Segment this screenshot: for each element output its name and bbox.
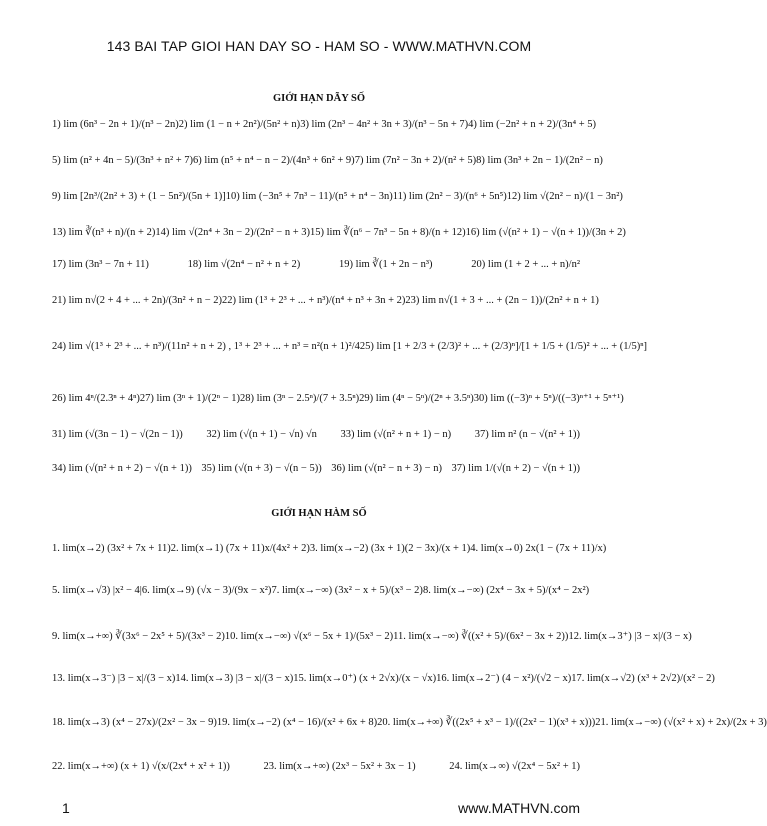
- exercise-item: 8. lim(x→−∞) (2x⁴ − 3x + 5)/(x⁴ − 2x²): [422, 584, 590, 596]
- exercise-row: [52, 246, 580, 282]
- exercise-item: 24. lim(x→∞) √(2x⁴ − 5x² + 1): [449, 760, 580, 772]
- section-title-function-limits: GIỚI HẠN HÀM SỐ: [271, 508, 367, 519]
- exercise-row: [52, 106, 597, 142]
- exercise-item: 37) lim 1/(√(n + 2) − √(n + 1)): [451, 462, 580, 474]
- exercise-row: [52, 282, 599, 318]
- exercise-row: [52, 178, 623, 214]
- exercise-item: 35) lim (√(n + 3) − √(n − 5)): [201, 462, 322, 474]
- exercise-item: 37) lim n² (n − √(n² + 1)): [474, 428, 580, 440]
- exercise-row: [52, 142, 603, 178]
- exercise-item: 10. lim(x→−∞) √(x⁶ − 5x + 1)/(5x³ − 2): [224, 630, 394, 642]
- exercise-item: 4. lim(x→0) 2x(1 − (7x + 11)/x): [470, 542, 607, 554]
- exercise-item: 20. lim(x→+∞) ∛((2x⁵ + x³ − 1)/((2x² − 1)(x³ + x))): [377, 717, 596, 728]
- section-title-sequence-limits: GIỚI HẠN DÃY SỐ: [272, 93, 366, 104]
- exercise-item: 19) lim ∛(1 + 2n − n³): [339, 259, 433, 270]
- exercise-row: [52, 328, 648, 364]
- exercise-item: 16) lim (√(n² + 1) − √(n + 1))/(3n + 2): [465, 226, 626, 238]
- exercise-item: 11) lim (2n² − 3)/(n⁶ + 5n⁵): [392, 190, 507, 202]
- exercise-row: [52, 530, 607, 566]
- exercise-row: [52, 572, 590, 608]
- exercise-item: 32) lim (√(n + 1) − √n) √n: [206, 428, 317, 440]
- exercise-item: 13. lim(x→3⁻) |3 − x|/(3 − x): [52, 673, 176, 684]
- exercise-item: 20) lim (1 + 2 + ... + n)/n²: [471, 258, 580, 270]
- exercise-row: [52, 214, 626, 250]
- exercise-item: 27) lim (3ⁿ + 1)/(2ⁿ − 1): [139, 392, 240, 404]
- exercise-item: 19. lim(x→−2) (x⁴ − 16)/(x² + 6x + 8): [216, 716, 378, 728]
- exercise-item: 12) lim √(2n² − n)/(1 − 3n²): [506, 190, 623, 202]
- exercise-item: 8) lim (3n³ + 2n − 1)/(2n² − n): [476, 154, 603, 166]
- exercise-item: 24) lim √(1³ + 2³ + ... + n³)/(11n² + n + 2) , 1³ + 2³ + ... + n³ = n²(n + 1)²/4: [52, 340, 360, 352]
- exercise-item: 2) lim (1 − n + 2n²)/(5n² + n): [178, 118, 301, 130]
- exercise-row: [52, 660, 715, 696]
- exercise-item: 12. lim(x→3⁺) |3 − x|/(3 − x): [568, 631, 692, 642]
- exercise-row: [52, 450, 580, 486]
- exercise-item: 33) lim (√(n² + n + 1) − n): [340, 428, 452, 440]
- exercise-row: [52, 748, 580, 784]
- exercise-item: 36) lim (√(n² − n + 3) − n): [331, 462, 442, 474]
- exercise-item: 17) lim (3n³ − 7n + 11): [52, 258, 149, 270]
- exercise-row: [52, 704, 767, 740]
- exercise-item: 13) lim ∛(n³ + n)/(n + 2): [52, 227, 156, 238]
- exercise-item: 2. lim(x→1) (7x + 11)x/(4x² + 2): [170, 542, 310, 554]
- exercise-item: 4) lim (−2n² + n + 2)/(3n⁴ + 5): [468, 118, 597, 130]
- page-header: 143 BAI TAP GIOI HAN DAY SO - HAM SO - WWW.MATHVN.COM: [106, 38, 532, 54]
- exercise-item: 9. lim(x→+∞) ∛(3x⁶ − 2x⁵ + 5)/(3x³ − 2): [52, 631, 225, 642]
- exercise-item: 14. lim(x→3) |3 − x|/(3 − x): [175, 672, 294, 684]
- exercise-item: 5) lim (n² + 4n − 5)/(3n³ + n² + 7): [52, 154, 194, 166]
- exercise-item: 23) lim n√(1 + 3 + ... + (2n − 1))/(2n² + n + 1): [405, 294, 599, 306]
- exercise-item: 30) lim ((−3)ⁿ + 5ⁿ)/((−3)ⁿ⁺¹ + 5ⁿ⁺¹): [473, 393, 624, 404]
- exercise-item: 22. lim(x→+∞) (x + 1) √(x/(2x⁴ + x² + 1)): [52, 760, 230, 772]
- exercise-item: 21. lim(x→−∞) (√(x² + x) + 2x)/(2x + 3): [595, 716, 767, 728]
- exercise-item: 17. lim(x→√2) (x³ + 2√2)/(x² − 2): [571, 672, 715, 684]
- exercise-item: 1) lim (6n³ − 2n + 1)/(n³ − 2n): [52, 118, 179, 130]
- exercise-row: [52, 618, 692, 654]
- exercise-item: 18. lim(x→3) (x⁴ − 27x)/(2x² − 3x − 9): [52, 716, 217, 728]
- exercise-item: 14) lim √(2n⁴ + 3n − 2)/(2n² − n + 3): [155, 226, 311, 238]
- exercise-item: 21) lim n√(2 + 4 + ... + 2n)/(3n² + n − 2): [52, 294, 223, 306]
- exercise-item: 6. lim(x→9) (√x − 3)/(9x − x²): [141, 584, 272, 596]
- exercise-item: 23. lim(x→+∞) (2x³ − 5x² + 3x − 1): [263, 760, 416, 772]
- exercise-item: 3. lim(x→−2) (3x + 1)(2 − 3x)/(x + 1): [309, 542, 471, 554]
- exercise-item: 29) lim (4ⁿ − 5ⁿ)/(2ⁿ + 3.5ⁿ): [359, 392, 474, 404]
- exercise-item: 11. lim(x→−∞) ∛((x² + 5)/(6x² − 3x + 2)): [393, 631, 569, 642]
- exercise-item: 16. lim(x→2⁻) (4 − x²)/(√2 − x): [436, 673, 572, 684]
- exercise-item: 7) lim (7n² − 3n + 2)/(n² + 5): [354, 154, 477, 166]
- exercise-item: 5. lim(x→√3) |x² − 4|: [52, 584, 142, 596]
- footer-site: www.MATHVN.com: [458, 800, 580, 816]
- exercise-item: 25) lim [1 + 2/3 + (2/3)² + ... + (2/3)ⁿ]/[1 + 1/5 + (1/5)² + ... + (1/5)ⁿ]: [359, 340, 648, 352]
- exercise-item: 10) lim (−3n⁵ + 7n³ − 11)/(n⁵ + n⁴ − 3n): [225, 190, 393, 202]
- exercise-item: 15) lim ∛(n⁶ − 7n³ − 5n + 8)/(n + 12): [310, 227, 466, 238]
- page-number: 1: [62, 800, 70, 816]
- exercise-item: 6) lim (n⁵ + n⁴ − n − 2)/(4n³ + 6n² + 9): [193, 154, 355, 166]
- exercise-item: 26) lim 4ⁿ/(2.3ⁿ + 4ⁿ): [52, 392, 140, 404]
- exercise-item: 7. lim(x→−∞) (3x² − x + 5)/(x³ − 2): [271, 584, 423, 596]
- exercise-row: [52, 416, 580, 452]
- exercise-row: [52, 380, 624, 416]
- exercise-item: 1. lim(x→2) (3x² + 7x + 11): [52, 542, 171, 554]
- exercise-item: 31) lim (√(3n − 1) − √(2n − 1)): [52, 428, 183, 440]
- exercise-item: 18) lim √(2n⁴ − n² + n + 2): [187, 258, 301, 270]
- exercise-item: 15. lim(x→0⁺) (x + 2√x)/(x − √x): [293, 673, 437, 684]
- exercise-item: 3) lim (2n³ − 4n² + 3n + 3)/(n³ − 5n + 7): [300, 118, 469, 130]
- exercise-item: 22) lim (1³ + 2³ + ... + n³)/(n⁴ + n³ + 3n + 2): [222, 294, 406, 306]
- exercise-item: 34) lim (√(n² + n + 2) − √(n + 1)): [52, 462, 192, 474]
- exercise-item: 28) lim (3ⁿ − 2.5ⁿ)/(7 + 3.5ⁿ): [240, 392, 360, 404]
- exercise-item: 9) lim [2n³/(2n² + 3) + (1 − 5n²)/(5n + 1)]: [52, 190, 226, 202]
